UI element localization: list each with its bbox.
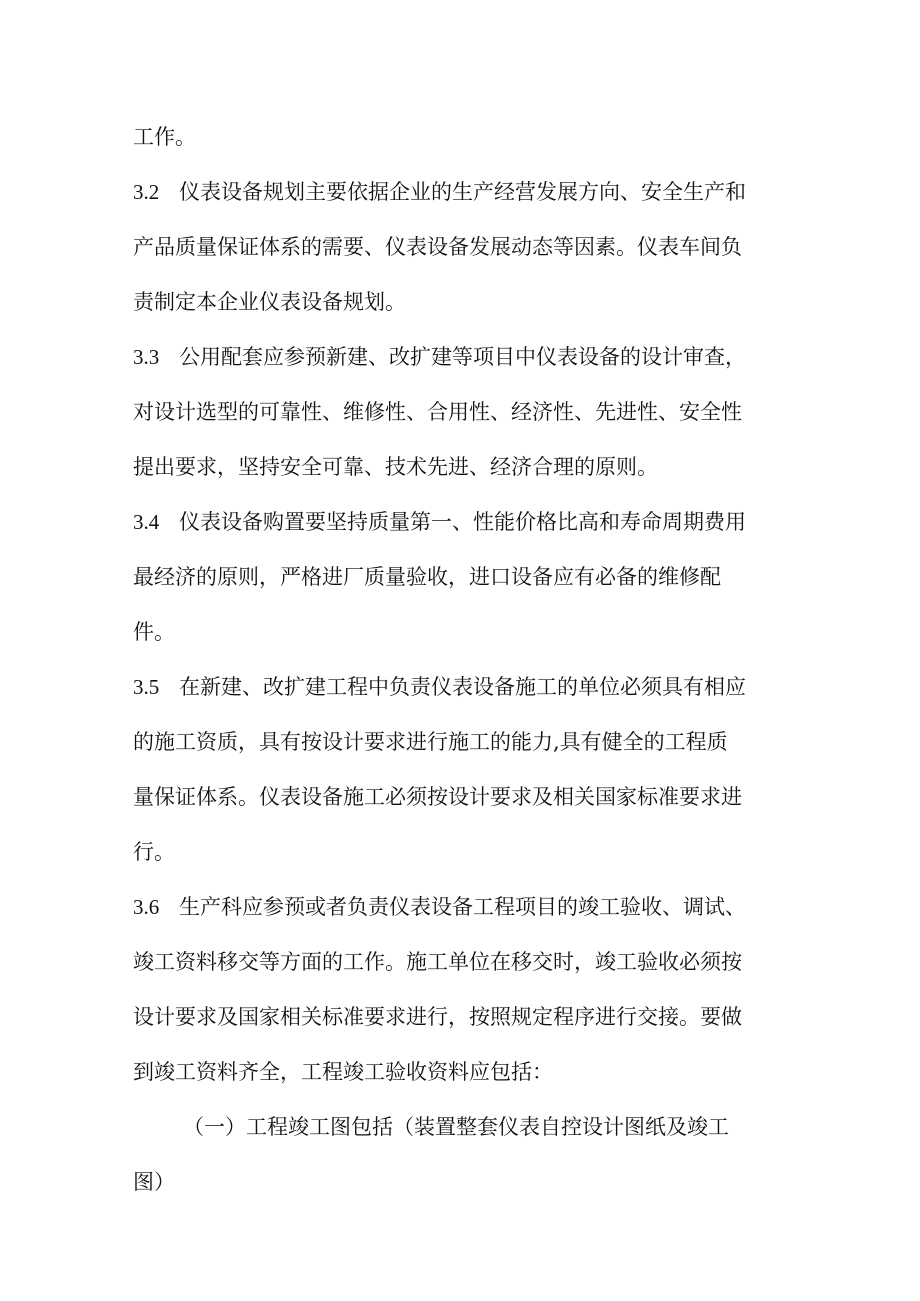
line-text: 竣工资料移交等方面的工作。施工单位在移交时，竣工验收必须按 [133,950,742,974]
section-3-4-line-1 [133,497,813,552]
line-text: 到竣工资料齐全，工程竣工验收资料应包括： [133,1060,553,1084]
document-body [133,112,813,1212]
line-text: 责制定本企业仪表设备规划。 [133,290,406,314]
text-line [133,552,813,607]
text-line [133,112,813,167]
section-number: 3.3 [133,345,160,369]
text-line [133,717,813,772]
line-text: 提出要求，坚持安全可靠、技术先进、经济合理的原则。 [133,455,658,479]
section-3-5-line-1 [133,662,813,717]
line-text: 对设计选型的可靠性、维修性、合用性、经济性、先进性、安全性 [133,400,742,424]
line-text: 仪表设备规划主要依据企业的生产经营发展方向、安全生产和 [179,180,746,204]
text-line [133,827,813,882]
line-text: 产品质量保证体系的需要、仪表设备发展动态等因素。仪表车间负 [133,235,742,259]
line-text: 的施工资质，具有按设计要求进行施工的能力,具有健全的工程质 [133,730,728,754]
line-text: 在新建、改扩建工程中负责仪表设备施工的单位必须具有相应 [179,675,746,699]
line-text: 仪表设备购置要坚持质量第一、性能价格比高和寿命周期费用 [179,510,746,534]
text-line [133,387,813,442]
line-text: 生产科应参预或者负责仪表设备工程项目的竣工验收、调试、 [179,895,746,919]
text-line [133,222,813,277]
section-3-6-line-1 [133,882,813,937]
text-line [133,607,813,662]
line-text: 量保证体系。仪表设备施工必须按设计要求及相关国家标准要求进 [133,785,742,809]
section-3-2-line-1 [133,167,813,222]
section-number: 3.5 [133,675,160,699]
text-line [133,1157,813,1212]
section-3-3-line-1 [133,332,813,387]
list-item-1 [133,1102,813,1157]
text-line [133,277,813,332]
text-line [133,937,813,992]
section-number: 3.4 [133,510,160,534]
line-text: 件。 [133,620,175,644]
line-text: 行。 [133,840,175,864]
line-text: 图） [133,1170,175,1194]
line-text: （一）工程竣工图包括（装置整套仪表自控设计图纸及竣工 [183,1115,729,1139]
line-text: 公用配套应参预新建、改扩建等项目中仪表设备的设计审查， [179,345,746,369]
text-line [133,1047,813,1102]
text-line [133,772,813,827]
text-line [133,992,813,1047]
line-text: 最经济的原则，严格进厂质量验收，进口设备应有必备的维修配 [133,565,721,589]
text-line [133,442,813,497]
section-number: 3.6 [133,895,160,919]
line-text: 设计要求及国家相关标准要求进行，按照规定程序进行交接。要做 [133,1005,742,1029]
section-number: 3.2 [133,180,160,204]
line-text: 工作。 [133,125,196,149]
